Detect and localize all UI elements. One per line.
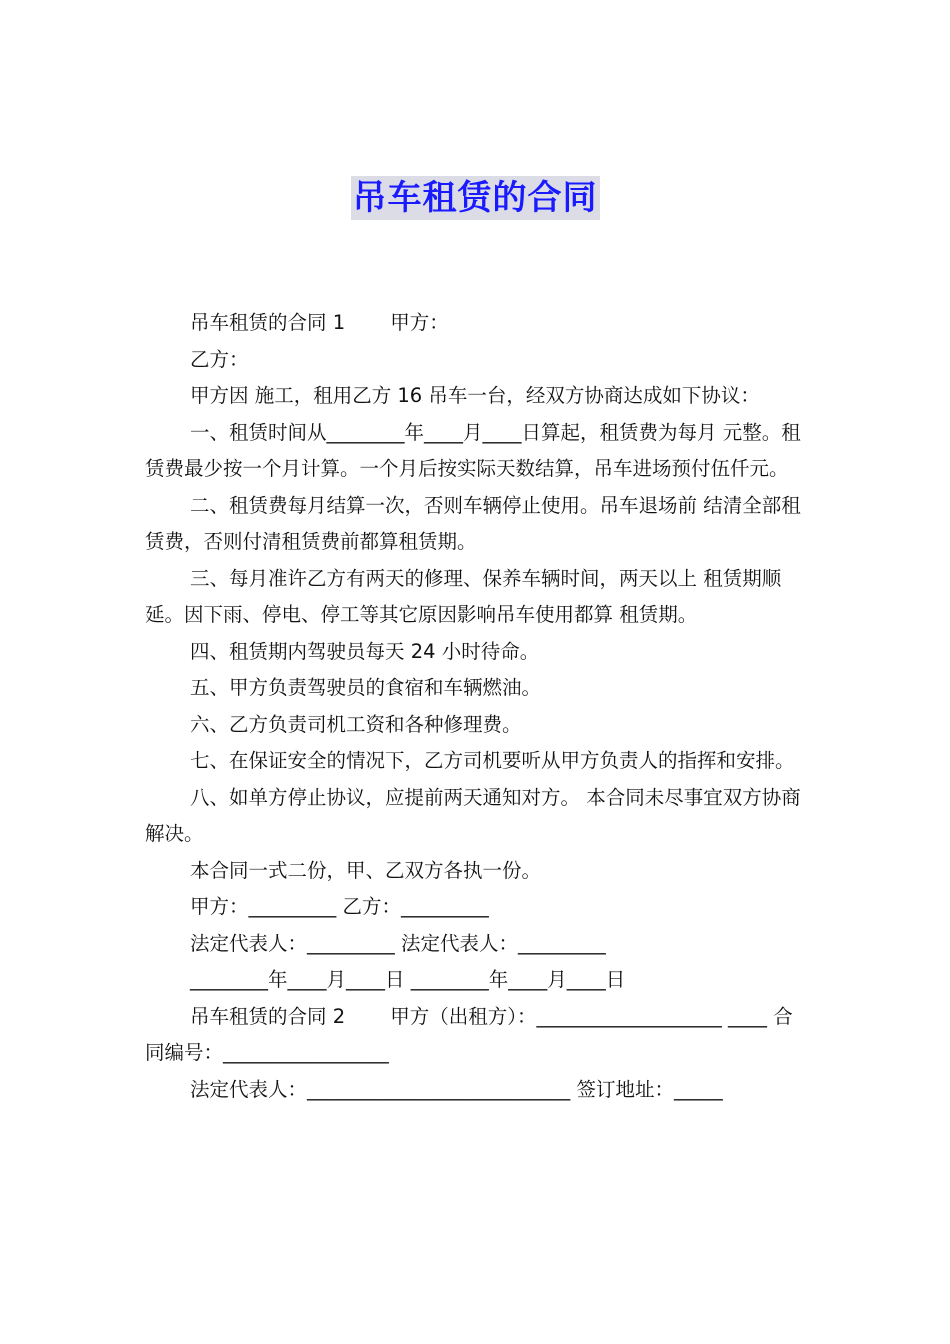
signature-line: 甲方：_________ 乙方：_________ — [190, 895, 489, 918]
paragraph: 乙方： — [190, 347, 249, 371]
paragraph: 六、乙方负责司机工资和各种修理费。 — [190, 712, 522, 736]
paragraph: 本合同一式二份，甲、乙双方各执一份。 — [190, 858, 542, 882]
paragraph: 吊车租赁的合同 2 甲方（出租方）：___________________ ____ 合同编号：_________________ — [145, 1004, 793, 1064]
paragraph: 三、每月准许乙方有两天的修理、保养车辆时间，两天以上 租赁期顺延。因下雨、停电、停工等其它原因影响吊车使用都算 租赁期。 — [145, 566, 782, 626]
title-container — [0, 176, 950, 220]
paragraph: 五、甲方负责驾驶员的食宿和车辆燃油。 — [190, 676, 542, 699]
paragraph: 吊车租赁的合同 1 甲方： — [190, 311, 449, 334]
document-body — [145, 305, 810, 1108]
paragraph: 甲方因 施工，租用乙方 16 吊车一台，经双方协商达成如下协议： — [190, 384, 760, 407]
paragraph: 一、租赁时间从________年____月____日算起，租赁费为每月 元整。租赁费最少按一个月计算。一个月后按实际天数结算，吊车进场预付伍仟元。 — [145, 420, 801, 480]
document-title: 吊车租赁的合同 — [352, 178, 598, 218]
paragraph: 二、租赁费每月结算一次，否则车辆停止使用。吊车退场前 结清全部租赁费，否则付清租赁费前都算租赁期。 — [145, 493, 801, 553]
date-line: ________年____月____日 ________年____月____日 — [190, 968, 626, 991]
paragraph: 法定代表人：___________________________ 签订地址：_____ — [190, 1077, 723, 1101]
signature-line: 法定代表人：_________ 法定代表人：_________ — [190, 931, 606, 955]
paragraph: 四、租赁期内驾驶员每天 24 小时待命。 — [190, 639, 540, 663]
paragraph: 八、如单方停止协议，应提前两天通知对方。 本合同未尽事宜双方协商解决。 — [145, 785, 801, 845]
paragraph: 七、在保证安全的情况下，乙方司机要听从甲方负责人的指挥和安排。 — [190, 749, 795, 772]
